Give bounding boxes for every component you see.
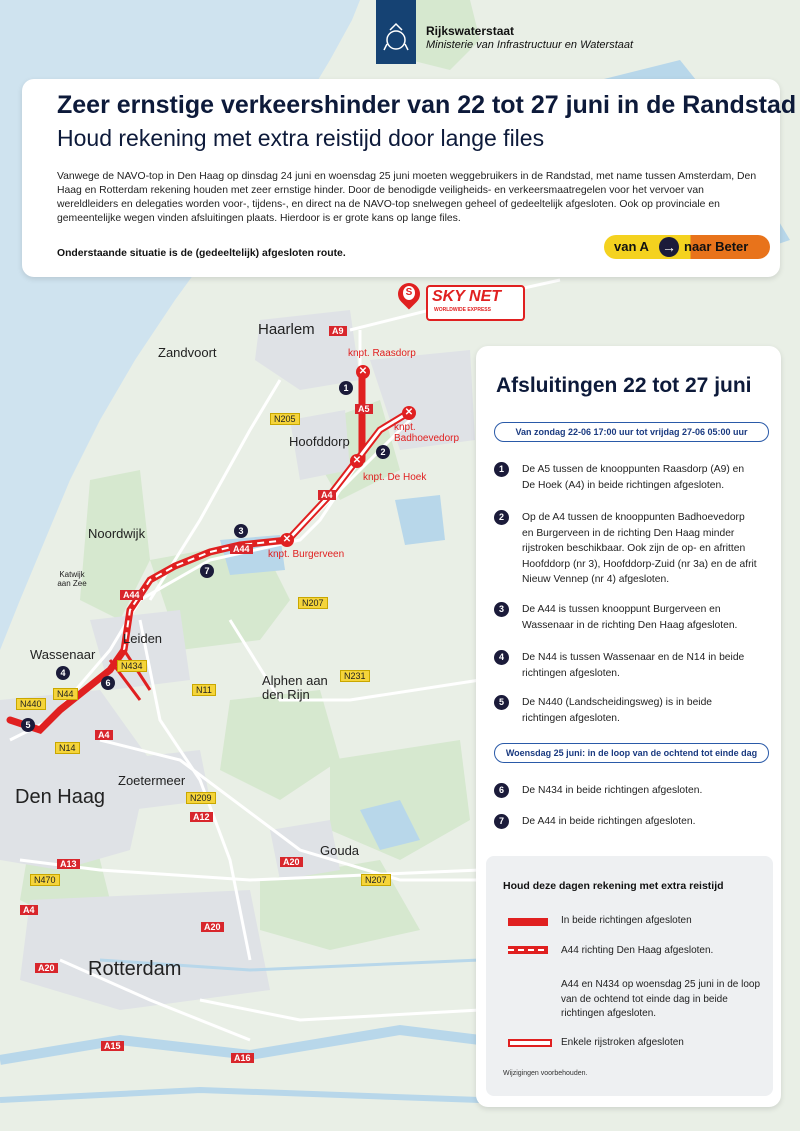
item-number: 1 (494, 462, 509, 477)
legend-wednesday-label: A44 en N434 op woensdag 25 juni in de loop van de ochtend tot einde dag in beide richtingen afgesloten. (561, 979, 761, 1019)
item-number: 6 (494, 783, 509, 798)
item-number: 4 (494, 650, 509, 665)
place-gouda: Gouda (320, 843, 360, 858)
map-marker-3: 3 (234, 524, 248, 538)
road-label-n14: N14 (55, 742, 80, 754)
map-marker-4: 4 (56, 666, 70, 680)
junction-burgerveen-icon: ✕ (280, 533, 294, 547)
junction-burgerveen-label: knpt. Burgerveen (268, 549, 345, 560)
period-2-pill: Woensdag 25 juni: in de loop van de ochtend tot einde dag (494, 743, 769, 763)
item-number: 2 (494, 510, 509, 525)
page-title: Zeer ernstige verkeershinder van 22 tot 27 juni in de Randstad (57, 91, 797, 119)
van-a-naar-beter-badge (604, 235, 770, 259)
crest-icon (376, 0, 416, 64)
legend-full-label: In beide richtingen afgesloten (561, 915, 692, 926)
junction-dehoek-icon: ✕ (350, 454, 364, 468)
road-label-a44: A44 (230, 544, 253, 554)
item-text: De A44 in beide richtingen afgesloten. (522, 816, 696, 827)
arrow-right-icon: → (659, 237, 679, 257)
closure-item-3 (494, 602, 759, 633)
map-marker-1: 1 (339, 381, 353, 395)
road-label-n470: N470 (30, 874, 60, 886)
item-number: 5 (494, 695, 509, 710)
closure-item-2 (494, 510, 759, 588)
road-label-a9: A9 (329, 326, 347, 336)
road-label-n434: N434 (117, 660, 147, 672)
item-text: De N44 is tussen Wassenaar en de N14 in beide richtingen afgesloten. (522, 652, 745, 679)
closures-panel (476, 346, 781, 1107)
map-marker-6: 6 (101, 676, 115, 690)
road-label-a15: A15 (101, 1041, 124, 1051)
map-marker-5: 5 (21, 718, 35, 732)
road-label-a13: A13 (57, 859, 80, 869)
road-label-n231: N231 (340, 670, 370, 682)
road-label-a4: A4 (95, 730, 113, 740)
place-denhaag: Den Haag (15, 786, 106, 808)
item-number: 7 (494, 814, 509, 829)
logo-org: Rijkswaterstaat (426, 24, 515, 38)
road-label-a16: A16 (231, 1053, 254, 1063)
page-subtitle: Houd rekening met extra reistijd door lange files (57, 125, 545, 151)
logo-bar (376, 0, 416, 64)
watermark-box (426, 285, 525, 321)
road-label-a44: A44 (120, 590, 143, 600)
item-text: De N434 in beide richtingen afgesloten. (522, 785, 703, 796)
place-wassenaar: Wassenaar (30, 647, 96, 662)
item-text: De A44 is tussen knooppunt Burgerveen en Wassenaar in de richting Den Haag afgesloten. (522, 604, 738, 631)
junction-badhoevedorp-label: knpt. Badhoevedorp (394, 422, 460, 444)
panel-title: Afsluitingen 22 tot 27 juni (496, 374, 752, 397)
badge-naar-beter: naar Beter (684, 239, 749, 254)
legend-full-line-icon (508, 918, 548, 926)
road-label-n440: N440 (16, 698, 46, 710)
skynet-watermark (398, 283, 523, 319)
closure-item-5 (494, 695, 759, 726)
road-label-a4: A4 (318, 490, 336, 500)
legend-dashed-label: A44 richting Den Haag afgesloten. (561, 945, 714, 956)
item-text: Op de A4 tussen de knooppunten Badhoevedorp en Burgerveen in de richting Den Haag minder rijstroken beschikbaar. Ook zijn de op- en afritten Hoofddorp (nr 3), Hoofddorp-Zuid (nr 3a) en de afrit Nieuw Vennep (nr 4) afgesloten. (522, 512, 757, 585)
legend-dashed-line-icon (508, 945, 548, 955)
item-text: De A5 tussen de knooppunten Raasdorp (A9) en De Hoek (A4) in beide richtingen afgesloten. (522, 464, 745, 491)
closure-item-7 (494, 814, 759, 830)
road-label-n205: N205 (270, 413, 300, 425)
place-leiden: Leiden (123, 631, 163, 646)
legend (486, 856, 773, 1096)
junction-dehoek-label: knpt. De Hoek (363, 472, 427, 483)
road-label-n209: N209 (186, 792, 216, 804)
road-label-a4: A4 (20, 905, 38, 915)
road-label-n11: N11 (192, 684, 216, 696)
item-text: De N440 (Landscheidingsweg) is in beide richtingen afgesloten. (522, 697, 713, 724)
road-label-a20: A20 (201, 922, 224, 932)
header-card (22, 79, 797, 277)
legend-lanes-line-icon (508, 1039, 552, 1047)
route-note: Onderstaande situatie is de (gedeeltelijk) afgesloten route. (57, 248, 346, 259)
road-label-n44: N44 (53, 688, 78, 700)
road-label-a20: A20 (35, 963, 58, 973)
road-label-a20: A20 (280, 857, 303, 867)
place-haarlem: Haarlem (258, 321, 315, 338)
place-zoetermeer: Zoetermeer (118, 773, 186, 788)
badge-van-a: van A (614, 239, 649, 254)
closure-item-6 (494, 783, 759, 799)
logo-text (426, 24, 633, 52)
road-label-a12: A12 (190, 812, 213, 822)
logo-ministry: Ministerie van Infrastructuur en Waterstaat (426, 39, 634, 51)
junction-raasdorp-label: knpt. Raasdorp (348, 348, 416, 359)
junction-badhoevedorp-icon: ✕ (402, 406, 416, 420)
legend-title: Houd deze dagen rekening met extra reistijd (503, 880, 724, 892)
road-label-a5: A5 (355, 404, 373, 414)
place-hoofddorp: Hoofddorp (289, 434, 350, 449)
place-alphen: Alphen aan den Rijn (262, 673, 328, 702)
place-noordwijk: Noordwijk (88, 526, 146, 541)
intro-text: Vanwege de NAVO-top in Den Haag op dinsdag 24 juni en woensdag 25 juni moeten weggebruikers in de Randstad, met name tussen Amsterdam, Den Haag en Rotterdam rekening houden met zeer ernstige hinder. Door de benodigde veiligheids- en verkeersmaatregelen voor het vervoer van wereldleiders en delegaties worden voor-, tijdens-, en direct na de NAVO-top snelwegen geheel of gedeeltelijk afgesloten. Ook op provinciale en gemeentelijke wegen vinden afsluitingen plaats. Hierdoor is er grote kans op lange files. (57, 171, 757, 224)
place-katwijk: Katwijk aan Zee (57, 570, 87, 588)
legend-lanes-label: Enkele rijstroken afgesloten (561, 1037, 684, 1048)
closure-item-1 (494, 462, 759, 493)
watermark-letter: S (403, 286, 415, 300)
road-label-n207: N207 (361, 874, 391, 886)
closure-item-4 (494, 650, 759, 681)
watermark-sub: WORLDWIDE EXPRESS (434, 307, 491, 313)
map-marker-7: 7 (200, 564, 214, 578)
map-marker-2: 2 (376, 445, 390, 459)
watermark-text: SKY NET (432, 288, 502, 305)
place-zandvoort: Zandvoort (158, 345, 217, 360)
road-label-n207: N207 (298, 597, 328, 609)
place-rotterdam: Rotterdam (88, 958, 182, 980)
junction-raasdorp-icon: ✕ (356, 365, 370, 379)
item-number: 3 (494, 602, 509, 617)
period-1-pill: Van zondag 22-06 17:00 uur tot vrijdag 27-06 05:00 uur (494, 422, 769, 442)
legend-footer: Wijzigingen voorbehouden. (503, 1070, 588, 1077)
